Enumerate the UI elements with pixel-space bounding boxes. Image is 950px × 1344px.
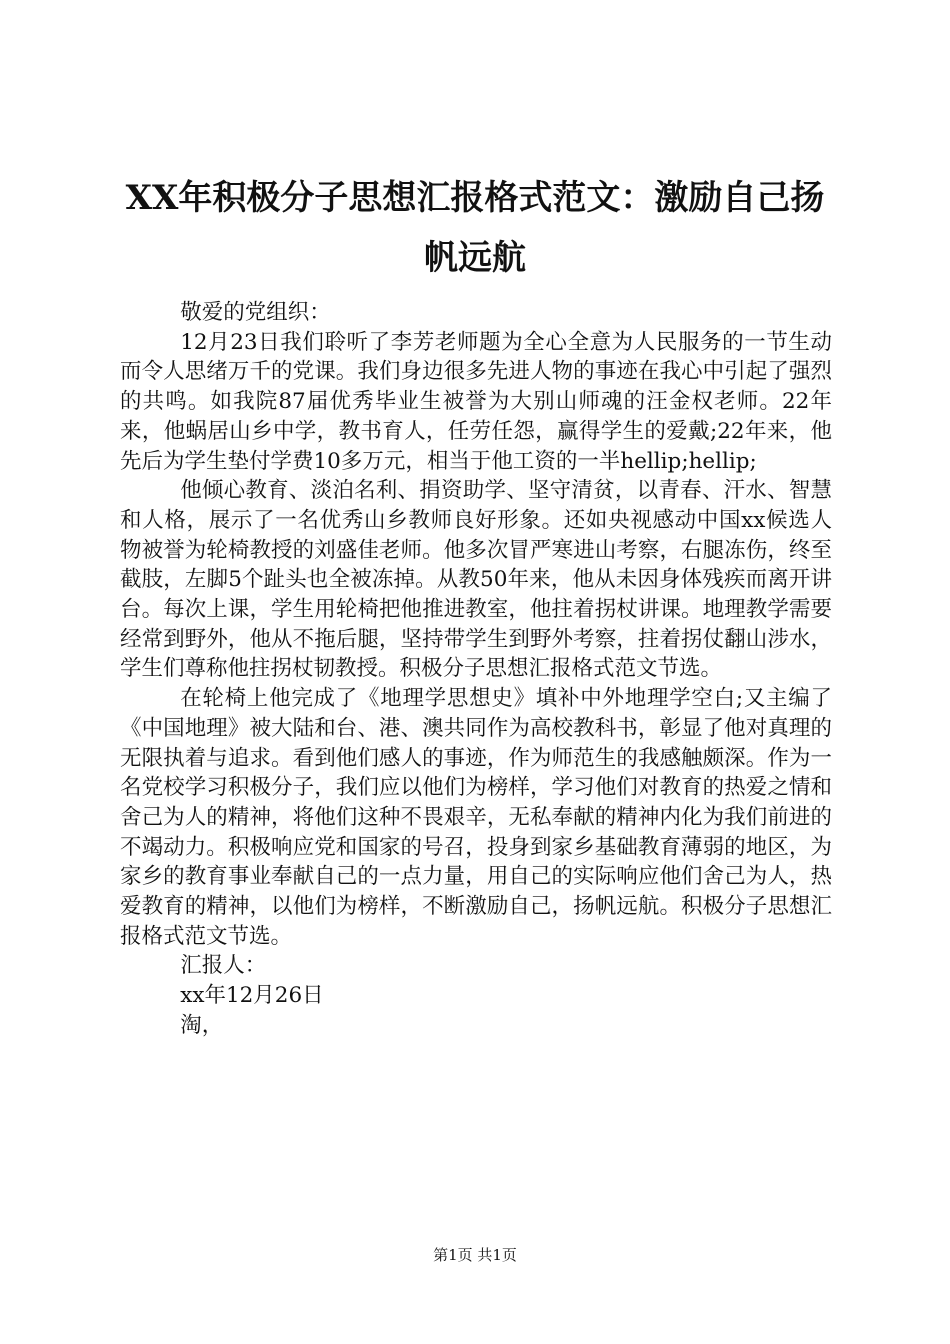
document-body bbox=[120, 298, 832, 1041]
paragraph-1: 12月23日我们聆听了李芳老师题为全心全意为人民服务的一节生动而令人思绪万千的党课。我们身边很多先进人物的事迹在我心中引起了强烈的共鸣。如我院87届优秀毕业生被誉为大别山师魂的汪金权老师。22年来，他蜗居山乡中学，教书育人，任劳任怨，赢得学生的爱戴;22年来，他先后为学生垫付学费10多万元，相当于他工资的一半hellip;hellip; bbox=[120, 329, 832, 474]
paragraph-2: 他倾心教育、淡泊名利、捐资助学、坚守清贫，以青春、汗水、智慧和人格，展示了一名优秀山乡教师良好形象。还如央视感动中国xx候选人物被誉为轮椅教授的刘盛佳老师。他多次冒严寒进山考察，右腿冻伤，终至截肢，左脚5个趾头也全被冻掉。从教50年来，他从未因身体残疾而离开讲台。每次上课，学生用轮椅把他推进教室，他拄着拐杖讲课。地理教学需要经常到野外，他从不拖后腿，坚持带学生到野外考察，拄着拐仗翻山涉水，学生们尊称他拄拐杖韧教授。积极分子思想汇报格式范文节选。 bbox=[120, 478, 832, 682]
salutation: 敬爱的党组织： bbox=[180, 300, 331, 325]
report-date: xx年12月26日 bbox=[180, 983, 324, 1009]
paragraph-3: 在轮椅上他完成了《地理学思想史》填补中外地理学空白;又主编了《中国地理》被大陆和台、港、澳共同作为高校教科书，彰显了他对真理的无限执着与追求。看到他们感人的事迹，作为师范生的我感触颇深。作为一名党校学习积极分子，我们应以他们为榜样，学习他们对教育的热爱之情和舍己为人的精神，将他们这种不畏艰辛，无私奉献的精神内化为我们前进的不竭动力。积极响应党和国家的号召，投身到家乡基础教育薄弱的地区，为家乡的教育事业奉献自己的一点力量，用自己的实际响应他们舍己为人，热爱教育的精神，以他们为榜样，不断激励自己，扬帆远航。积极分子思想汇报格式范文节选。 bbox=[120, 686, 832, 949]
document-title: XX年积极分子思想汇报格式范文：激励自己扬帆远航 bbox=[125, 178, 825, 278]
reporter-label: 汇报人： bbox=[180, 953, 267, 979]
tail-text: 淘， bbox=[180, 1012, 224, 1038]
page-footer: 第1页 共1页 bbox=[433, 1246, 517, 1264]
